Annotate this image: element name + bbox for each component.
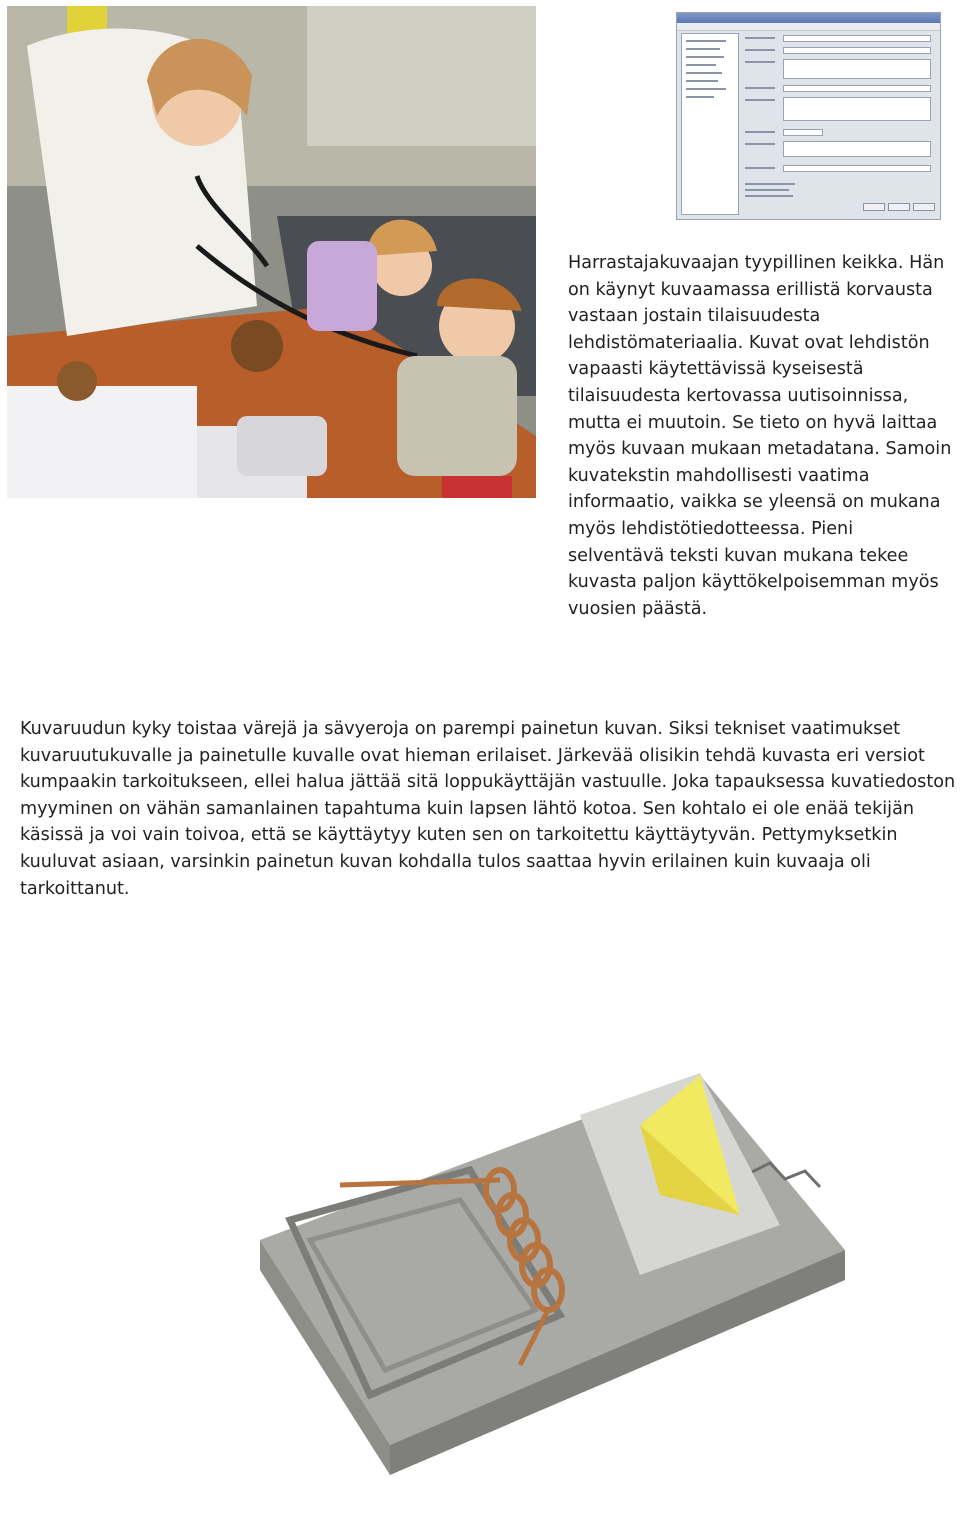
metadata-dialog-screenshot	[676, 12, 941, 220]
clinic-photo	[7, 6, 536, 498]
full-width-paragraph: Kuvaruudun kyky toistaa värejä ja sävyeroja on parempi painetun kuvan. Siksi tekniset vaatimukset kuvaruutukuvalle ja painetulle kuvalle ovat hieman erilaiset. Järkevää olisikin tehdä kuvasta eri versiot kumpaakin tarkoitukseen, ellei halua jättää sitä loppukäyttäjän vastuulle. Joka tapauksessa kuvatiedoston myyminen on vähän samanlainen tapahtuma kuin lapsen lähtö kotoa. Sen kohtalo ei ole enää tekijän käsissä ja voi vain toivoa, että se käyttäytyy kuten sen on tarkoitettu käyttäytyvän. Pettymyksetkin kuuluvat asiaan, varsinkin painetun kuvan kohdalla tulos saattaa hyvin erilainen kuin kuvaaja oli tarkoittanut.	[20, 719, 956, 899]
mousetrap-photo	[140, 975, 860, 1495]
right-column-paragraph: Harrastajakuvaajan tyypillinen keikka. Hän on käynyt kuvaamassa erillistä korvausta vastaan jostain tilaisuudesta lehdistömateriaalia. Kuvat ovat lehdistön vapaasti käytettävissä kyseisestä tilaisuudesta kertovassa uutisoinnissa, mutta ei muutoin. Se tieto on hyvä laittaa myös kuvaan mukaan metadatana. Samoin kuvatekstin mahdollisesti vaatima informaatio, vaikka se yleensä on mukana myös lehdistötiedotteessa. Pieni selventävä teksti kuvan mukana tekee kuvasta paljon käyttökelpoisemman myös vuosien päästä.	[568, 253, 952, 619]
